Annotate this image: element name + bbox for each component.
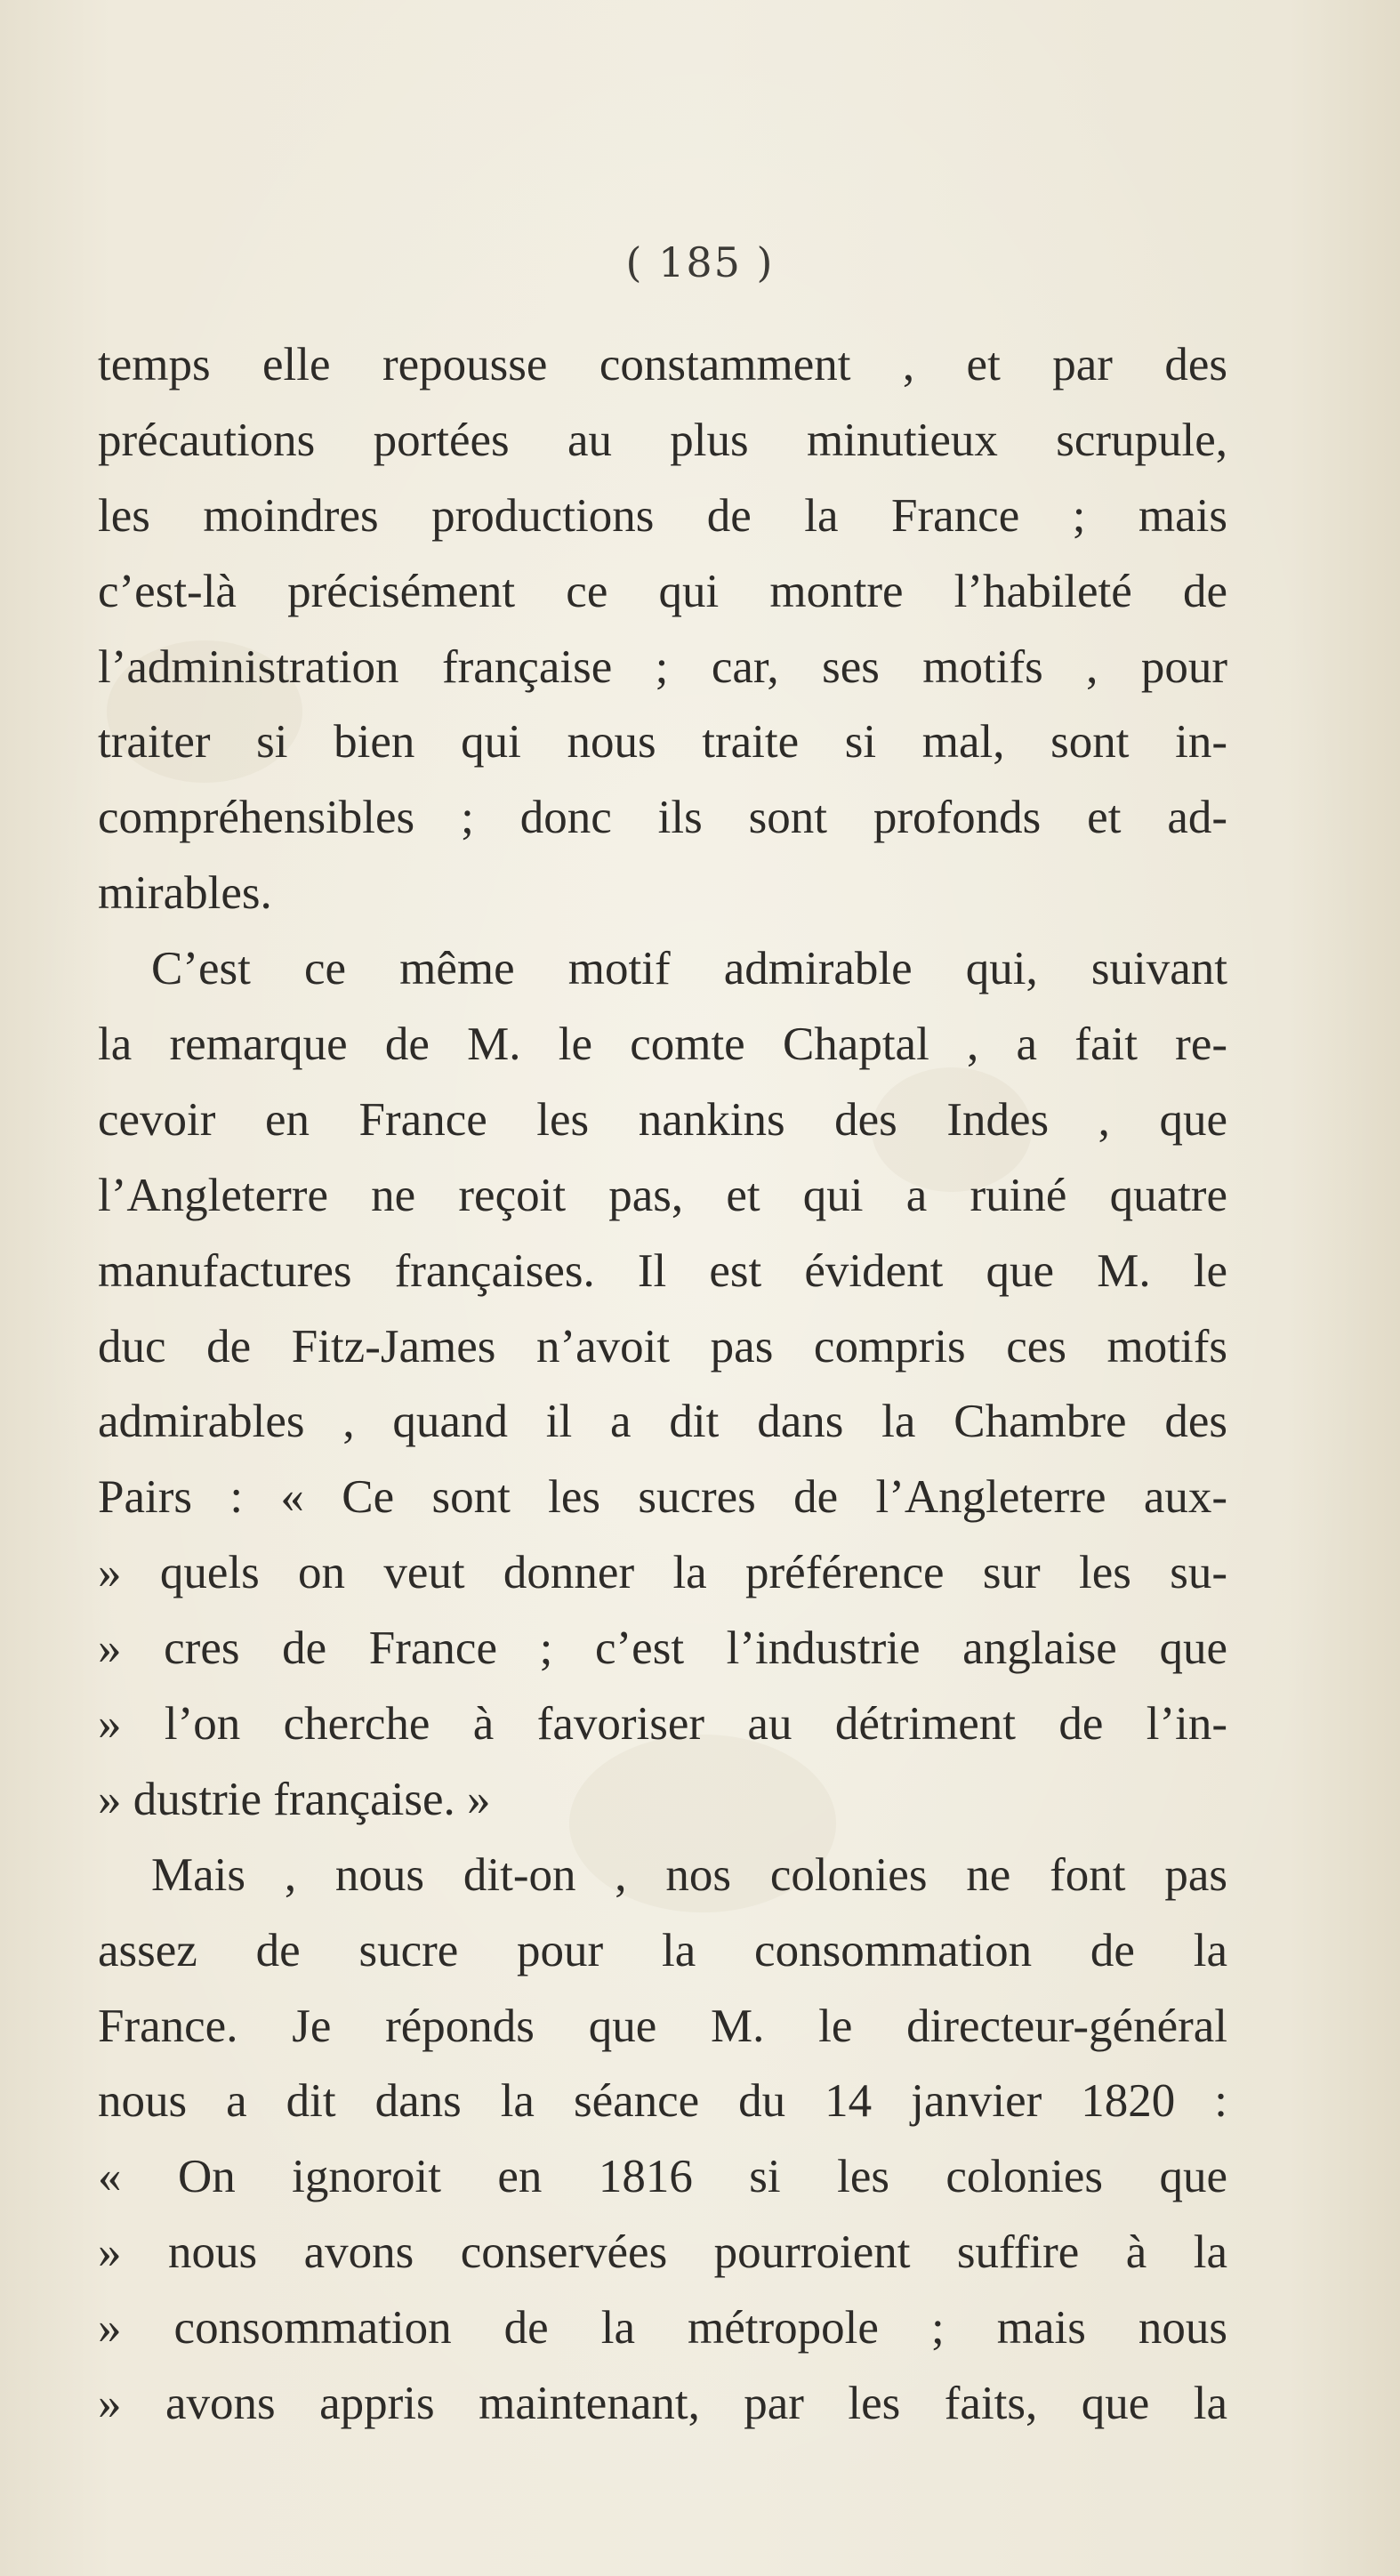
text-line: admirables , quand il a dit dans la Chambre des [98,1396,1227,1448]
text-line: l’Angleterre ne reçoit pas, et qui a ruiné quatre [98,1169,1227,1221]
text-line: » quels on veut donner la préférence sur les su- [98,1547,1227,1599]
text-line: » nous avons conservées pourroient suffire à la [98,2226,1227,2279]
text-line: » l’on cherche à favoriser au détriment de l’in- [98,1698,1227,1751]
text-line: compréhensibles ; donc ils sont profonds et ad- [98,792,1227,844]
text-line: assez de sucre pour la consommation de la [98,1924,1227,1976]
text-line: les moindres productions de la France ; mais [98,489,1227,542]
text-line: précautions portées au plus minutieux scrupule, [98,414,1227,466]
text-line: » dustrie française. » [98,1773,491,1825]
text-line: « On ignoroit en 1816 si les colonies que [98,2151,1227,2203]
text-line: cevoir en France les nankins des Indes , que [98,1093,1227,1146]
text-line: la remarque de M. le comte Chaptal , a fait re- [98,1018,1227,1071]
text-line: l’administration française ; car, ses motifs , pour [98,640,1227,693]
text-line: c’est-là précisément ce qui montre l’habileté de [98,565,1227,617]
text-line: mirables. [98,867,272,920]
text-line: » cres de France ; c’est l’industrie anglaise que [98,1622,1227,1675]
text-line: Mais , nous dit-on , nos colonies ne font pas [151,1848,1227,1901]
text-line: manufactures françaises. Il est évident que M. le [98,1244,1227,1297]
text-line: Pairs : « Ce sont les sucres de l’Angleterre aux- [98,1471,1227,1524]
page-number: ( 185 ) [625,238,775,286]
text-line: C’est ce même motif admirable qui, suivant [151,943,1227,995]
text-line: nous a dit dans la séance du 14 janvier 1820 : [98,2075,1227,2128]
body-text [98,327,1227,2442]
text-line: France. Je réponds que M. le directeur-général [98,2000,1227,2052]
text-line: » avons appris maintenant, par les faits, que la [98,2378,1227,2430]
text-line: temps elle repousse constamment , et par des [98,339,1227,390]
text-line: » consommation de la métropole ; mais nous [98,2302,1227,2355]
text-line: duc de Fitz-James n’avoit pas compris ces motifs [98,1320,1227,1373]
text-line: traiter si bien qui nous traite si mal, sont in- [98,716,1227,769]
